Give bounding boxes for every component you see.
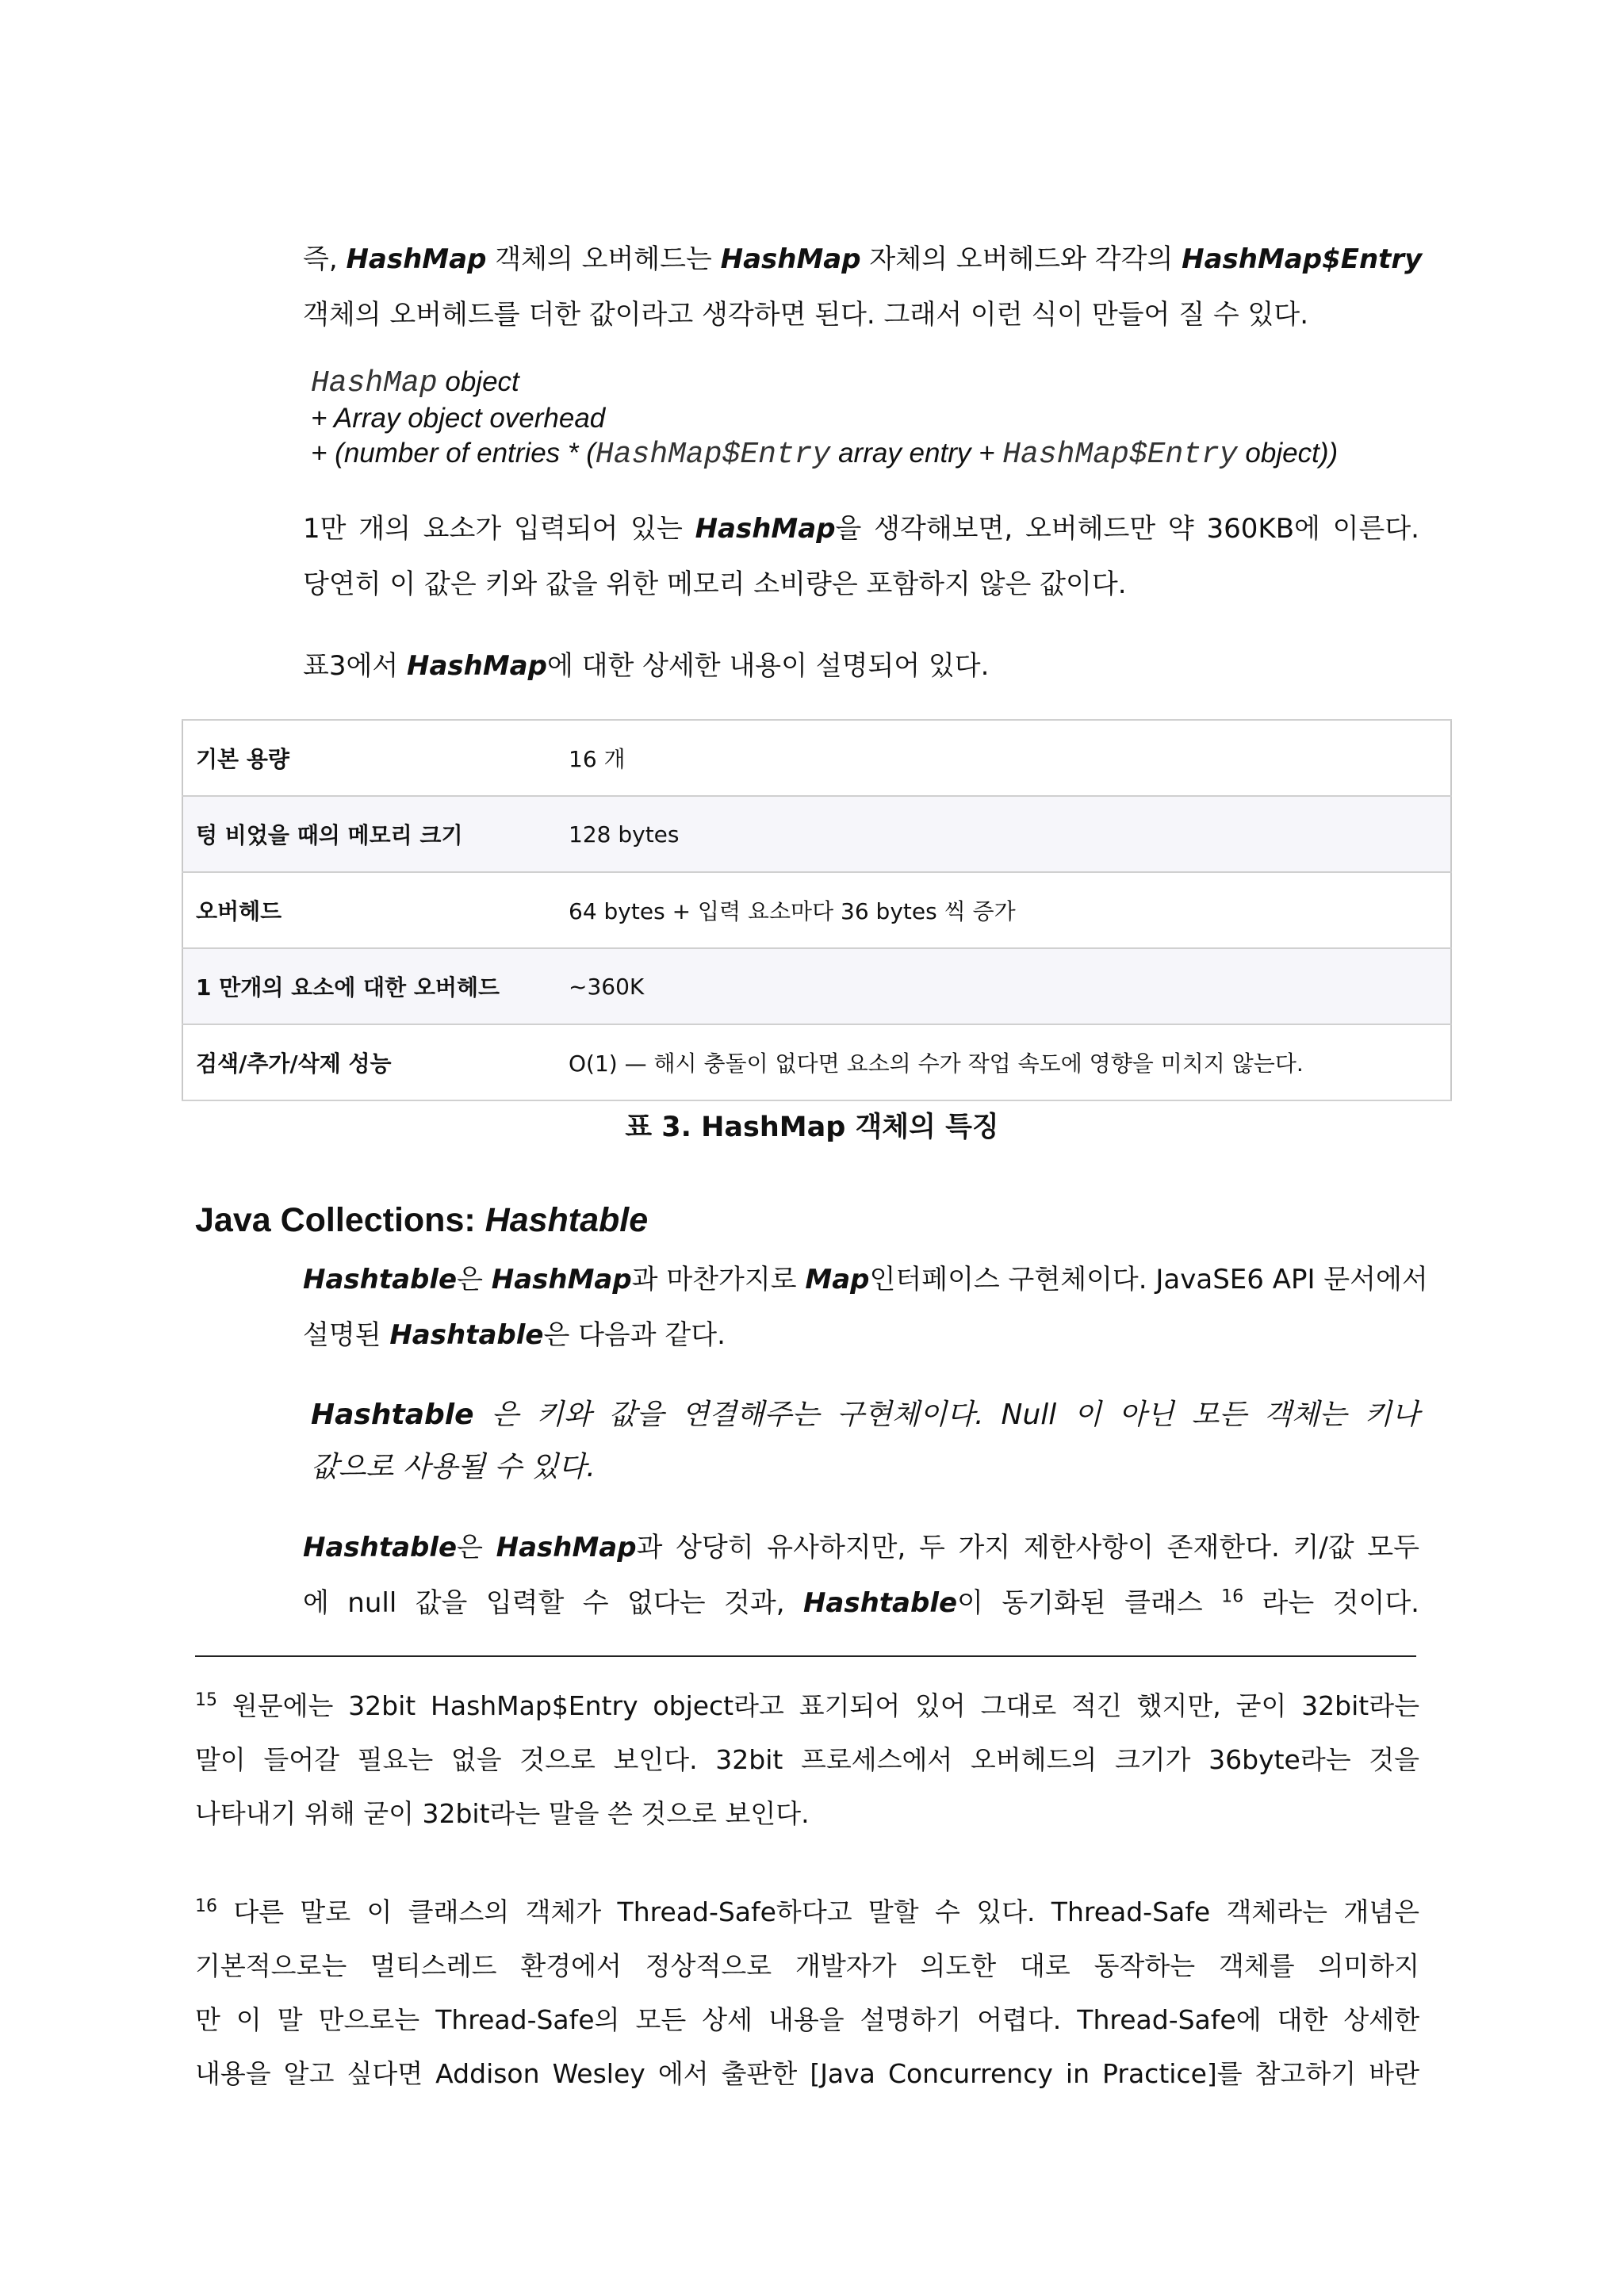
class-name: Hashtable (311, 1399, 474, 1431)
text-line (195, 1679, 1419, 1733)
heading-class-name: Hashtable (485, 1201, 649, 1239)
footnote-number: 15 (195, 1690, 217, 1710)
text-run: 1만 개의 요소가 입력되어 있는 (303, 513, 695, 545)
paragraph-hashtable-intro-line2 (303, 1307, 1419, 1363)
class-name: Map (805, 1264, 870, 1295)
text-run: 과 마찬가지로 (631, 1264, 806, 1295)
class-name: HashMap (720, 243, 861, 275)
text-run: 표3에서 (303, 650, 407, 682)
text-line (303, 1575, 1419, 1631)
text-line (303, 232, 1423, 287)
footnote-ref[interactable]: 16 (1221, 1586, 1244, 1607)
table-row (182, 1024, 1451, 1100)
table-cell-key: 1 만개의 요소에 대한 오버헤드 (182, 948, 556, 1024)
class-name: Hashtable (303, 1532, 458, 1563)
text-run: 즉, (303, 243, 347, 275)
text-line: 나타내기 위해 굳이 32bit라는 말을 쓴 것으로 보인다. (195, 1798, 810, 1829)
section-heading (195, 1201, 648, 1240)
text-line: 내용을 알고 싶다면 Addison Wesley 에서 출판한 [Java Concurrency in Practice]를 참고하기 바란 (195, 2058, 1419, 2089)
table-cell-key: 오버헤드 (182, 872, 556, 948)
text-run: 원문에는 32bit HashMap$Entry object라고 표기되어 있어 그대로 적긴 했지만, 굳이 32bit라는 (217, 1690, 1419, 1721)
table-row (182, 872, 1451, 948)
quote-text: 은 키와 값을 연결해주는 구현체이다. Null 이 아닌 모든 객체는 키나 (473, 1399, 1419, 1431)
text-run: 다른 말로 이 클래스의 객체가 Thread-Safe하다고 말할 수 있다. Thread-Safe 객체라는 개념은 (217, 1896, 1419, 1927)
text-line: 기본적으로는 멀티스레드 환경에서 정상적으로 개발자가 의도한 대로 동작하는 객체를 의미하지 (195, 1950, 1419, 1981)
paragraph-hashtable-restrictions-line2 (303, 1575, 1419, 1631)
class-name: HashMap (695, 513, 836, 545)
text-run: 이 동기화된 클래스 (957, 1587, 1222, 1619)
text-run: 자체의 오버헤드와 각각의 (860, 243, 1182, 275)
table-cell-key: 검색/추가/삭제 성능 (182, 1024, 556, 1100)
table-row (182, 720, 1451, 796)
text-line (303, 638, 1419, 694)
text-run: 에 대한 상세한 내용이 설명되어 있다. (546, 650, 990, 682)
paragraph-10k-elements-line2 (303, 557, 1419, 612)
class-name: HashMap$Entry (1182, 243, 1423, 275)
footnote-separator (195, 1655, 1416, 1657)
class-name: HashMap (346, 243, 487, 275)
text-run: 은 (457, 1264, 492, 1295)
paragraph-hashtable-restrictions (303, 1520, 1419, 1575)
footnote-number: 16 (195, 1896, 217, 1916)
class-name: Hashtable (389, 1319, 544, 1351)
api-doc-quote-line2 (311, 1441, 1419, 1494)
text-run: 객체의 오버헤드는 (486, 243, 721, 275)
class-name: Hashtable (303, 1264, 458, 1295)
text-run: 라는 것이다. (1243, 1587, 1419, 1619)
api-doc-quote (311, 1389, 1419, 1441)
formula-text: object)) (1237, 438, 1339, 469)
table-cell-value: 128 bytes (556, 796, 1451, 872)
table-cell-value: 64 bytes + 입력 요소마다 36 bytes 씩 증가 (556, 872, 1451, 948)
text-line (303, 1520, 1419, 1575)
text-line (303, 1252, 1428, 1307)
table-cell-key: 텅 비었을 때의 메모리 크기 (182, 796, 556, 872)
paragraph-hashtable-intro (303, 1252, 1428, 1307)
formula-text: + (number of entries * ( (311, 438, 596, 469)
paragraph-hashmap-overhead-line2 (303, 287, 1419, 342)
text-line: 만 이 말 만으로는 Thread-Safe의 모든 상세 내용을 설명하기 어렵다. Thread-Safe에 대한 상세한 (195, 2004, 1419, 2035)
hashmap-properties-table (182, 719, 1452, 1101)
paragraph-hashmap-overhead (303, 232, 1423, 287)
table-row (182, 948, 1451, 1024)
formula-line-1 (311, 365, 1338, 401)
formula-text: array entry + (830, 438, 1003, 469)
heading-text: Java Collections: (195, 1201, 485, 1239)
code-term: HashMap$Entry (1002, 438, 1238, 472)
text-line (303, 501, 1419, 557)
text-run: 과 상당히 유사하지만, 두 가지 제한사항이 존재한다. 키/값 모두 (636, 1532, 1419, 1563)
footnote-15-end (195, 1787, 1419, 1841)
table-cell-key: 기본 용량 (182, 720, 556, 796)
class-name: HashMap (496, 1532, 637, 1563)
text-run: 은 (457, 1532, 496, 1563)
text-line (303, 1307, 1419, 1363)
table-cell-value: ~360K (556, 948, 1451, 1024)
text-run: 은 다음과 같다. (543, 1319, 726, 1351)
text-run: 설명된 (303, 1319, 390, 1351)
formula-line-2: + Array object overhead (311, 403, 606, 434)
class-name: HashMap (491, 1264, 632, 1295)
text-line: 객체의 오버헤드를 더한 값이라고 생각하면 된다. 그래서 이런 식이 만들어 질 수 있다. (303, 299, 1308, 331)
paragraph-table-intro (303, 638, 1419, 694)
formula-line-3 (311, 436, 1338, 473)
quote-line (311, 1399, 1419, 1431)
paragraph-10k-elements (303, 501, 1419, 557)
footnote-15 (195, 1679, 1419, 1787)
table-row (182, 796, 1451, 872)
text-run: 에 null 값을 입력할 수 없다는 것과, (303, 1587, 803, 1619)
table-cell-value: O(1) — 해시 충돌이 없다면 요소의 수가 작업 속도에 영향을 미치지 않는다. (556, 1024, 1451, 1100)
formula-text: object (437, 366, 519, 397)
code-term: HashMap$Entry (595, 438, 831, 472)
table-cell-value: 16 개 (556, 720, 1451, 796)
footnote-16 (195, 1885, 1419, 2101)
text-line: 당연히 이 값은 키와 값을 위한 메모리 소비량은 포함하지 않은 값이다. (303, 568, 1127, 600)
text-line: 말이 들어갈 필요는 없을 것으로 보인다. 32bit 프로세스에서 오버헤드의 크기가 36byte라는 것을 (195, 1744, 1419, 1775)
overhead-formula (311, 365, 1338, 473)
class-name: HashMap (406, 650, 547, 682)
quote-text: 값으로 사용될 수 있다. (311, 1451, 596, 1483)
code-term: HashMap (311, 366, 438, 400)
text-run: 을 생각해보면, 오버헤드만 약 360KB에 이른다. (835, 513, 1419, 545)
text-line (195, 1885, 1419, 1939)
text-run: 인터페이스 구현체이다. JavaSE6 API 문서에서 (869, 1264, 1428, 1295)
table-caption: 표 3. HashMap 객체의 특징 (625, 1112, 999, 1143)
class-name: Hashtable (802, 1587, 958, 1619)
